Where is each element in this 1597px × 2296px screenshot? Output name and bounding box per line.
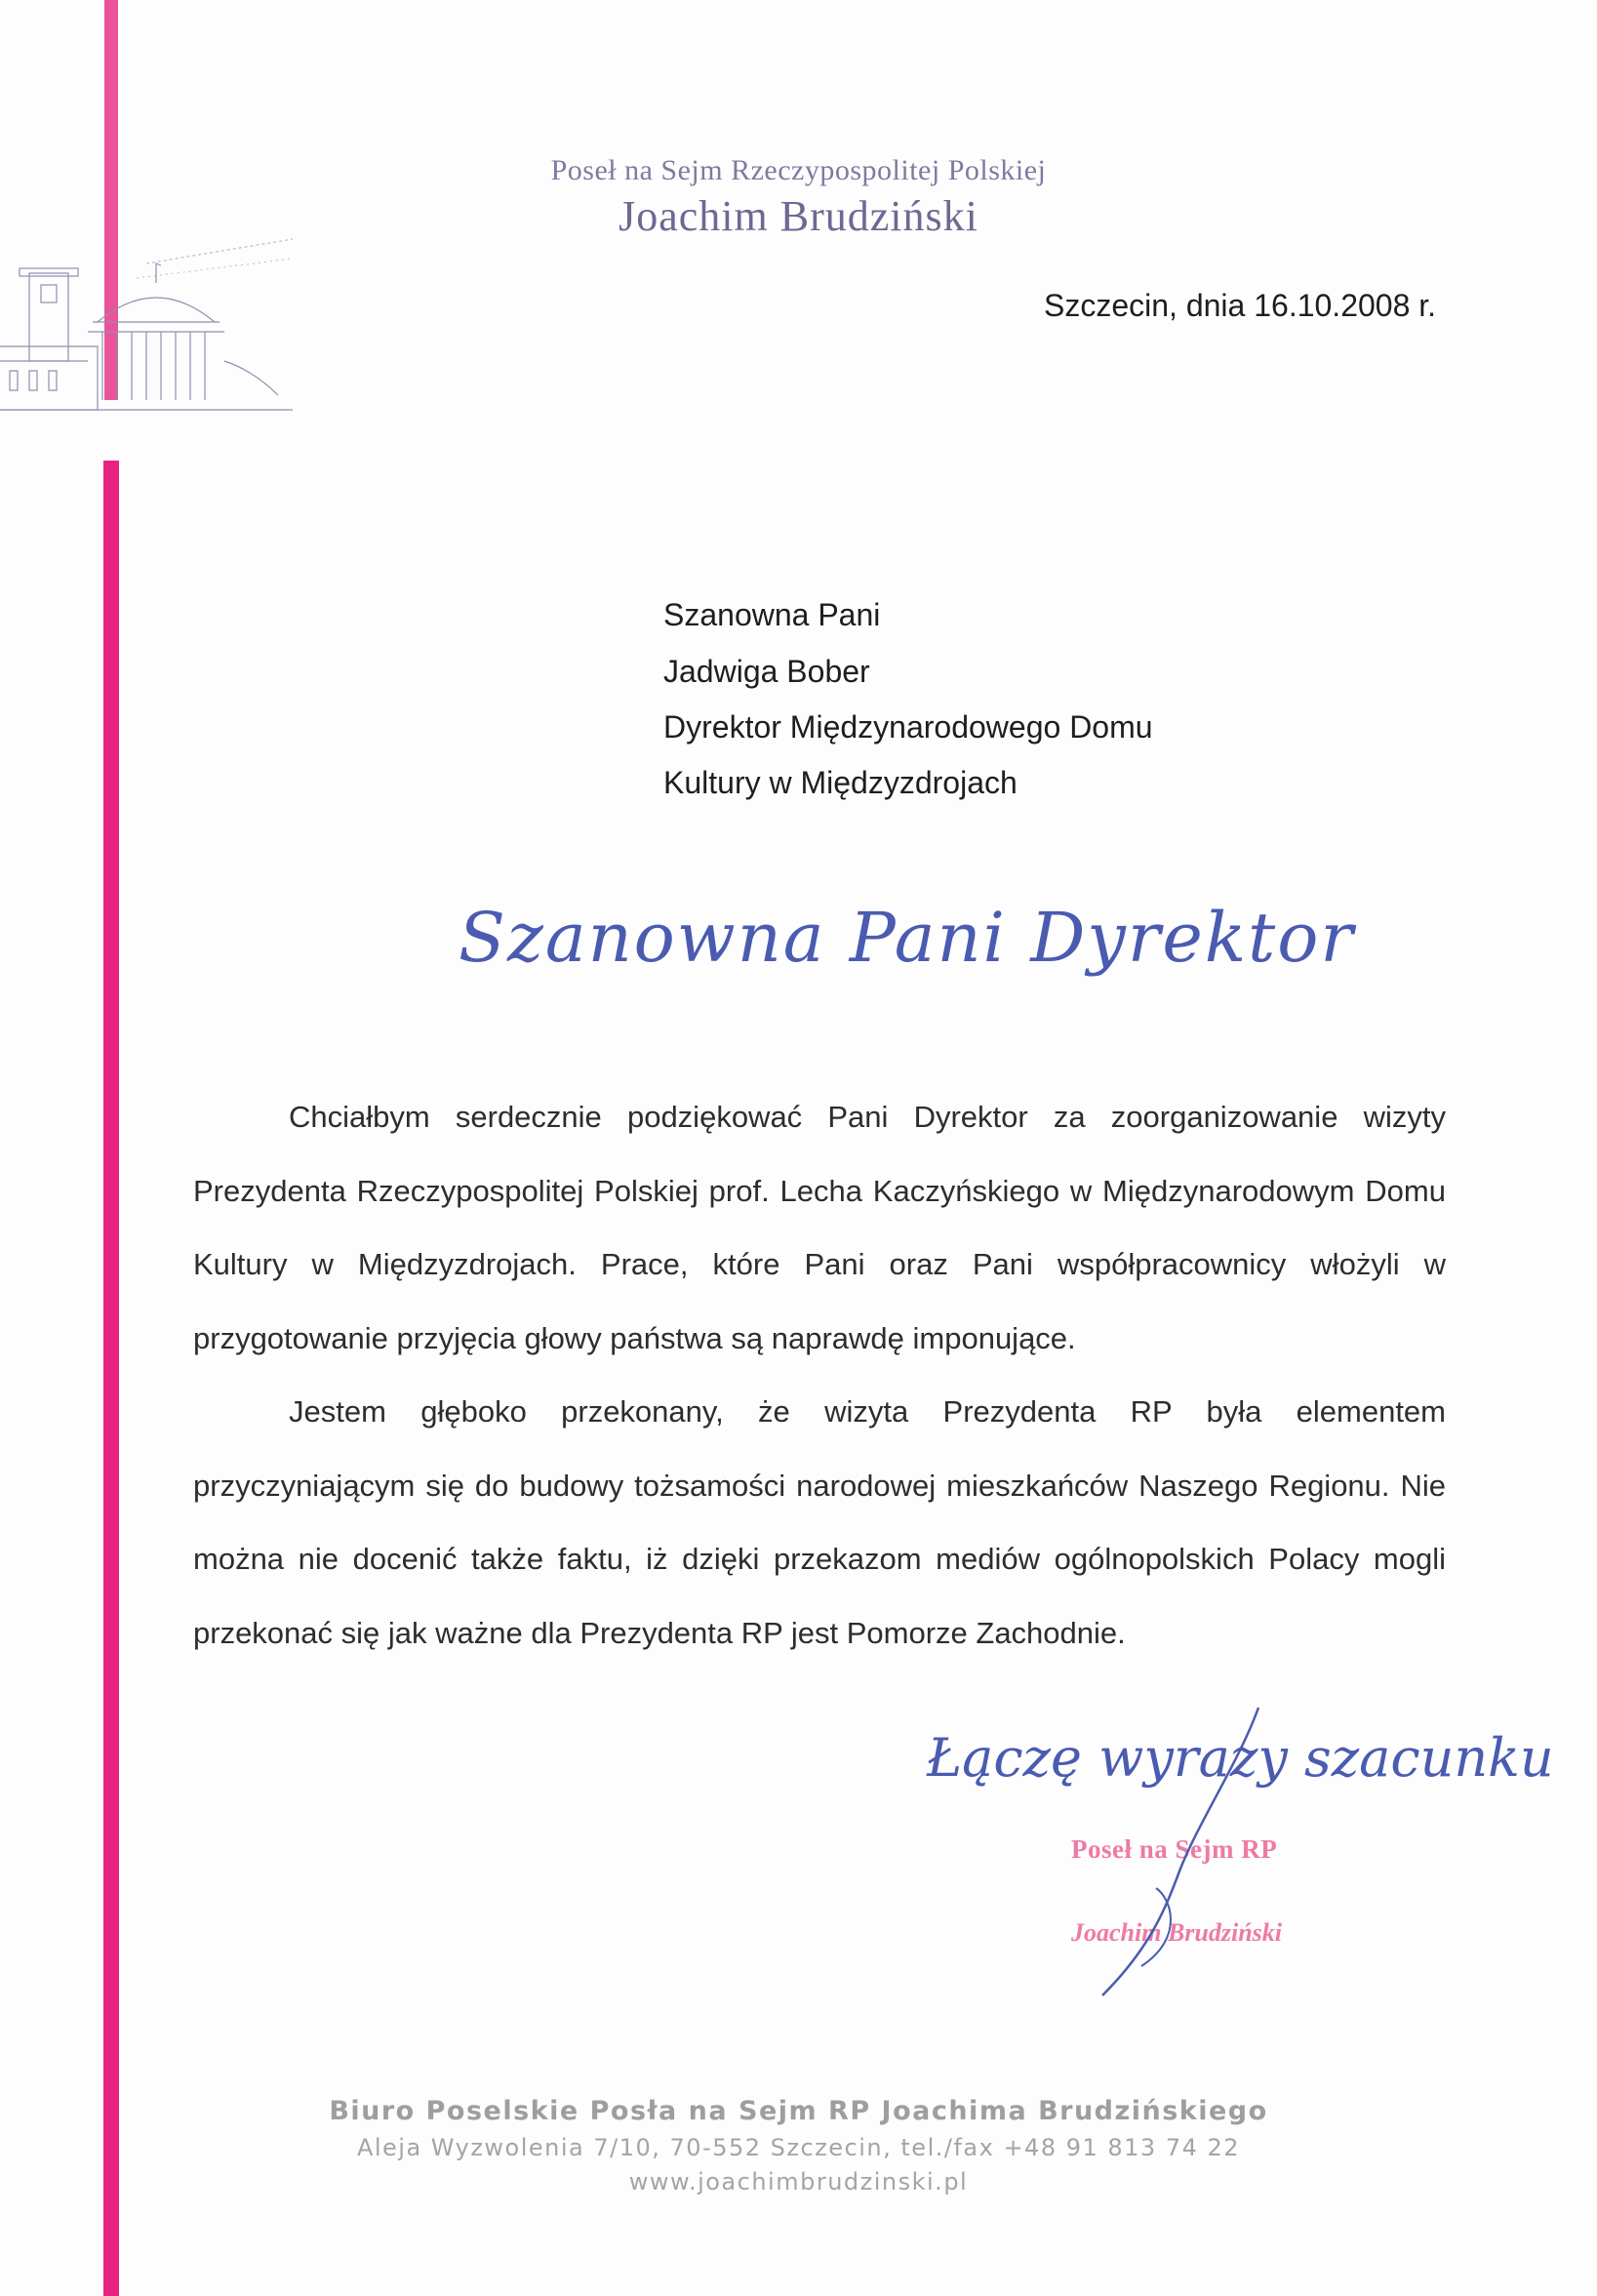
stamp-name: Joachim Brudziński [1071,1918,1283,1947]
recipient-title: Dyrektor Międzynarodowego Domu [663,709,1153,745]
handwritten-closing: Łączę wyrazy szacunku [927,1727,1554,1789]
body-paragraph-1: Chciałbym serdecznie podziękować Pani Dyrektor za zoorganizowanie wizyty Prezydenta Rzeczypospolitej Polskiej prof. Lecha Kaczyńskiego w Międzynarodowym Domu Kultury w Międzyzdrojach. Prace, które Pani oraz Pani współpracownicy włożyli w przygotowanie przyjęcia głowy państwa są naprawdę imponujące. [193,1100,1446,1355]
recipient-institution: Kultury w Międzyzdrojach [663,765,1018,800]
recipient-name: Jadwiga Bober [663,654,870,689]
footer-address: Aleja Wyzwolenia 7/10, 70-552 Szczecin, tel./fax +48 91 813 74 22 [356,2134,1241,2161]
letterhead-title: Poseł na Sejm Rzeczypospolitej Polskiej [550,154,1047,186]
sejm-building-illustration [0,224,293,439]
decorative-pink-bar [103,461,119,2296]
signature [1073,1703,1385,2015]
body-paragraph-2: Jestem głęboko przekonany, że wizyta Prezydenta RP była elementem przyczyniającym się do budowy tożsamości narodowej mieszkańców Naszego Regionu. Nie można nie docenić także faktu, iż dzięki przekazom mediów ogólnopolskich Polacy mogli przekonać się jak ważne dla Prezydenta RP jest Pomorze Zachodnie. [193,1394,1446,1650]
footer-office-name: Biuro Poselskie Posła na Sejm RP Joachima Brudzińskiego [329,2096,1268,2126]
footer-website: www.joachimbrudzinski.pl [628,2168,969,2195]
recipient-salutation: Szanowna Pani [663,597,881,632]
stamp-title: Poseł na Sejm RP [1071,1834,1278,1864]
letter-date: Szczecin, dnia 16.10.2008 r. [1044,288,1437,323]
handwritten-greeting: Szanowna Pani Dyrektor [459,898,1355,978]
letterhead-name: Joachim Brudziński [619,192,978,240]
